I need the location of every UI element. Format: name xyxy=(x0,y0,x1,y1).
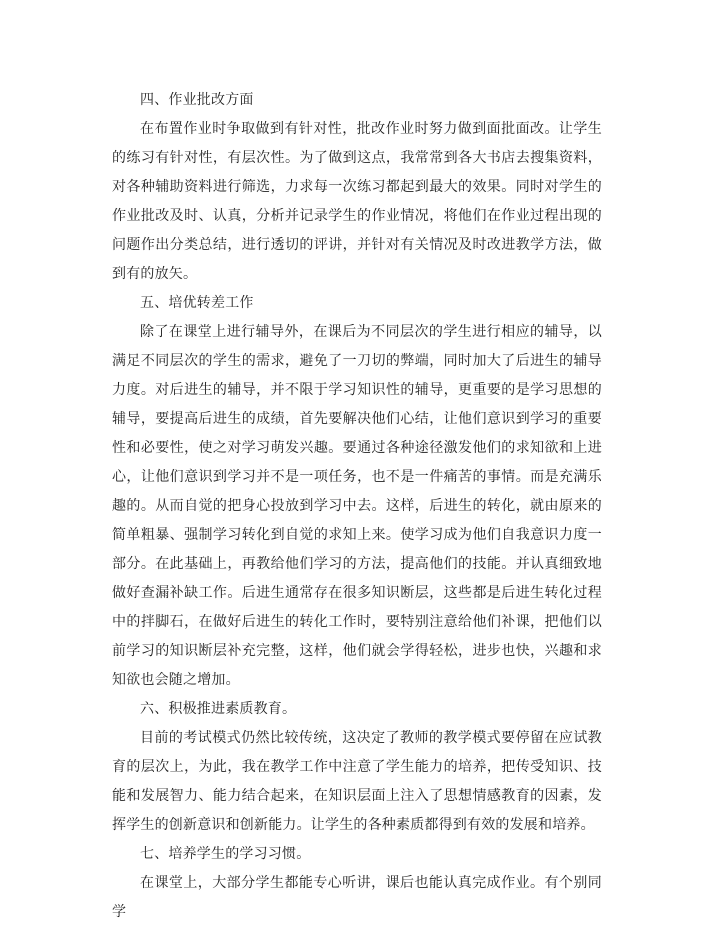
document-body xyxy=(112,86,602,927)
section-heading-homework: 四、作业批改方面 xyxy=(140,92,254,108)
section-paragraph-tutoring: 除了在课堂上进行辅导外，在课后为不同层次的学生进行相应的辅导，以满足不同层次的学生的需求，避免了一刀切的弊端，同时加大了后进生的辅导力度。对后进生的辅导，并不限于学习知识性的辅导，更重要的是学习思想的辅导，要提高后进生的成绩，首先要解决他们心结，让他们意识到学习的重要性和必要性，使之对学习萌发兴趣。要通过各种途径激发他们的求知欲和上进心，让他们意识到学习并不是一项任务，也不是一件痛苦的事情。而是充满乐趣的。从而自觉的把身心投放到学习中去。这样，后进生的转化，就由原来的简单粗暴、强制学习转化到自觉的求知上来。使学习成为他们自我意识力度一部分。在此基础上，再教给他们学习的方法，提高他们的技能。并认真细致地做好查漏补缺工作。后进生通常存在很多知识断层，这些都是后进生转化过程中的拌脚石，在做好后进生的转化工作时，要特别注意给他们补课，把他们以前学习的知识断层补充完整，这样，他们就会学得轻松，进步也快，兴趣和求知欲也会随之增加。 xyxy=(112,324,602,688)
section-heading-study-habits: 七、培养学生的学习习惯。 xyxy=(140,846,311,862)
section-heading-tutoring: 五、培优转差工作 xyxy=(140,295,254,311)
section-paragraph-homework: 在布置作业时争取做到有针对性，批改作业时努力做到面批面改。让学生的练习有针对性，有层次性。为了做到这点，我常常到各大书店去搜集资料，对各种辅助资料进行筛选，力求每一次练习都起到最大的效果。同时对学生的作业批改及时、认真，分析并记录学生的作业情况，将他们在作业过程出现的问题作出分类总结，进行透切的评讲，并针对有关情况及时改进教学方法，做到有的放矢。 xyxy=(112,121,602,282)
section-paragraph-quality-education: 目前的考试模式仍然比较传统，这决定了教师的教学模式要停留在应试教育的层次上，为此，我在教学工作中注意了学生能力的培养，把传受知识、技能和发展智力、能力结合起来，在知识层面上注入了思想情感教育的因素，发挥学生的创新意识和创新能力。让学生的各种素质都得到有效的发展和培养。 xyxy=(112,730,602,833)
section-paragraph-study-habits: 在课堂上，大部分学生都能专心听讲，课后也能认真完成作业。有个别同学 xyxy=(112,875,602,920)
section-heading-quality-education: 六、积极推进素质教育。 xyxy=(140,701,297,717)
